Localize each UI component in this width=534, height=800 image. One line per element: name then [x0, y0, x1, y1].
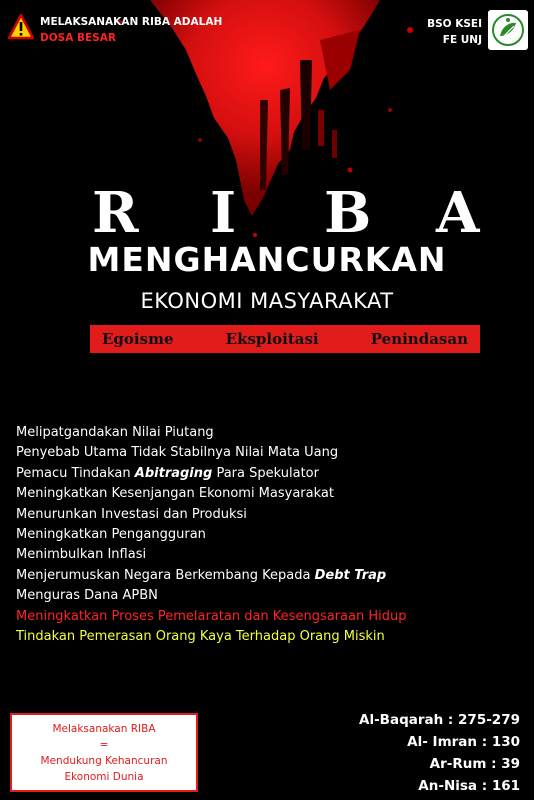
effect-item: Menguras Dana APBN	[16, 588, 158, 604]
effect-item: Pemacu Tindakan Abitraging Para Spekulator	[16, 465, 319, 481]
statement-line-4: Ekonomi Dunia	[64, 771, 144, 783]
effect-item-highlight-yellow: Tindakan Pemerasan Orang Kaya Terhadap Orang Miskin	[16, 629, 385, 645]
warning-banner	[8, 14, 222, 46]
reference-item: Al- Imran : 130	[407, 734, 520, 750]
band-item-penindasan: Penindasan	[370, 330, 468, 348]
effect-item: Meningkatkan Pengangguran	[16, 527, 206, 543]
title-letter-a: A	[436, 180, 480, 246]
red-keyword-band	[90, 325, 480, 353]
reference-item: Al-Baqarah : 275-279	[359, 712, 520, 728]
org-line-1: BSO KSEI	[427, 18, 482, 30]
effect-item: Menimbulkan Inflasi	[16, 547, 147, 563]
title-letter-i: I	[210, 180, 237, 246]
ksei-logo-icon	[488, 10, 528, 50]
effect-item: Meningkatkan Kesenjangan Ekonomi Masyarakat	[16, 486, 334, 502]
band-item-eksploitasi: Eksploitasi	[225, 330, 319, 348]
main-title-riba	[0, 178, 534, 248]
effect-item: Menjerumuskan Negara Berkembang Kepada Debt Trap	[16, 567, 387, 583]
statement-line-2: =	[99, 739, 109, 751]
org-line-2: FE UNJ	[442, 34, 482, 46]
warning-line-1: MELAKSANAKAN RIBA ADALAH	[40, 16, 223, 28]
statement-box	[10, 713, 198, 792]
title-line-2: MENGHANCURKAN	[87, 240, 447, 279]
effects-list	[16, 423, 406, 647]
band-item-egoisme: Egoisme	[102, 330, 174, 348]
effect-item-highlight-red: Meningkatkan Proses Pemelaratan dan Kesengsaraan Hidup	[16, 608, 407, 624]
effect-item: Melipatgandakan Nilai Piutang	[16, 425, 214, 440]
statement-line-3: Mendukung Kehancuran	[40, 755, 168, 767]
title-line-3: EKONOMI MASYARAKAT	[140, 289, 394, 313]
effect-item: Penyebab Utama Tidak Stabilnya Nilai Mata Uang	[16, 445, 339, 461]
title-letter-r: R	[92, 180, 139, 246]
warning-line-2: DOSA BESAR	[40, 32, 116, 44]
effect-item: Menurunkan Investasi dan Produksi	[16, 506, 247, 522]
reference-item: Ar-Rum : 39	[429, 756, 520, 772]
title-letter-b: B	[324, 180, 372, 246]
red-splash-graphic	[0, 0, 534, 330]
organization-label	[427, 16, 482, 48]
warning-triangle-icon	[8, 14, 34, 40]
statement-line-1: Melaksanakan RIBA	[52, 723, 156, 735]
quran-references	[359, 709, 520, 797]
reference-item: An-Nisa : 161	[418, 778, 520, 794]
